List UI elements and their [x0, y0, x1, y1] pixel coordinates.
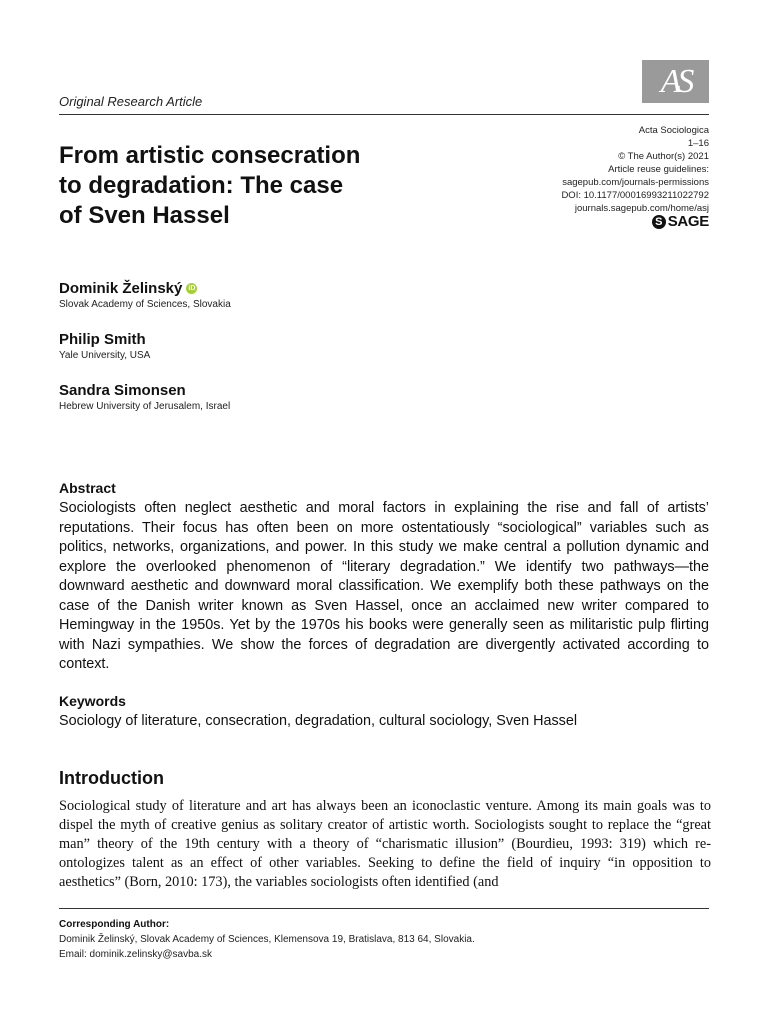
author-name: Philip Smith	[59, 331, 146, 348]
author-affiliation: Slovak Academy of Sciences, Slovakia	[59, 299, 231, 310]
journal-logo	[642, 60, 709, 103]
introduction-text: Sociological study of literature and art has always been an iconoclastic venture. Among its main goals was to dispel the myth of creative genius as solitary creator of artistic worth. Sociologists sought to replace the “great man” theory of the 19th century with a theory of “charismatic illusion” (Bourdieu, 1993: 319) which re-ontologizes talent as an effect of other variables. Seeking to define the field of inquiry “in opposition to aesthetics” (Born, 2010: 173), the variables sociologists often identified (and	[59, 798, 711, 890]
corresponding-author-label: Corresponding Author:	[59, 919, 170, 930]
article-type: Original Research Article	[59, 94, 203, 109]
abstract-heading: Abstract	[59, 480, 116, 496]
journal-metadata	[561, 124, 709, 215]
permissions-link[interactable]: sagepub.com/journals-permissions	[562, 177, 709, 188]
author-name	[59, 280, 231, 297]
orcid-icon[interactable]: iD	[188, 285, 196, 292]
title-line: From artistic consecration	[59, 142, 361, 169]
page-range: 1–16	[687, 138, 709, 149]
title-line: to degradation: The case	[59, 172, 344, 199]
publisher-name: SAGE	[667, 213, 709, 230]
corresponding-author-address: Dominik Želinský, Slovak Academy of Sciences, Klemensova 19, Bratislava, 813 64, Slovakia.	[59, 934, 475, 945]
copyright: © The Author(s) 2021	[618, 151, 709, 162]
journal-home-link[interactable]: journals.sagepub.com/home/asj	[574, 203, 709, 214]
corresponding-author-email[interactable]: Email: dominik.zelinsky@savba.sk	[59, 949, 212, 960]
title-line: of Sven Hassel	[59, 202, 230, 229]
introduction-heading: Introduction	[59, 768, 164, 788]
journal-logo-text: AS	[660, 62, 691, 100]
sage-icon: S	[652, 215, 666, 229]
reuse-label: Article reuse guidelines:	[608, 164, 709, 175]
author-name: Sandra Simonsen	[59, 382, 186, 399]
header-divider	[59, 114, 709, 115]
author-block	[59, 331, 150, 361]
publisher-logo	[652, 213, 709, 230]
keywords-heading: Keywords	[59, 693, 126, 709]
abstract-text: Sociologists often neglect aesthetic and moral factors in explaining the rise and fall of artists’ reputations. Their focus has often been on more ostentatiously “sociological” variables such as politics, networks, organizations, and power. In this study we make central a pollution dynamic and explore the overlooked phenomenon of “literary degradation.” We identify two pathways—the downward aesthetic and downward moral classification. We exemplify both these pathways on the case of the Danish writer known as Sven Hassel, once an acclaimed new writer compared to Hemingway in the 1950s. Yet by the 1970s his books were generally seen as militaristic pulp flirting with Nazi sympathies. We show the forces of degradation are divergently activated according to context.	[59, 500, 709, 672]
keywords-text: Sociology of literature, consecration, degradation, cultural sociology, Sven Hassel	[59, 713, 578, 729]
author-block	[59, 280, 231, 310]
author-affiliation: Yale University, USA	[59, 350, 151, 361]
author-affiliation: Hebrew University of Jerusalem, Israel	[59, 401, 231, 412]
journal-name: Acta Sociologica	[638, 125, 709, 136]
doi[interactable]: DOI: 10.1177/00016993211022792	[561, 190, 709, 201]
article-title	[59, 141, 439, 231]
author-block	[59, 382, 230, 412]
author-name-text: Dominik Želinský	[59, 280, 183, 297]
footnote-divider	[59, 908, 709, 909]
